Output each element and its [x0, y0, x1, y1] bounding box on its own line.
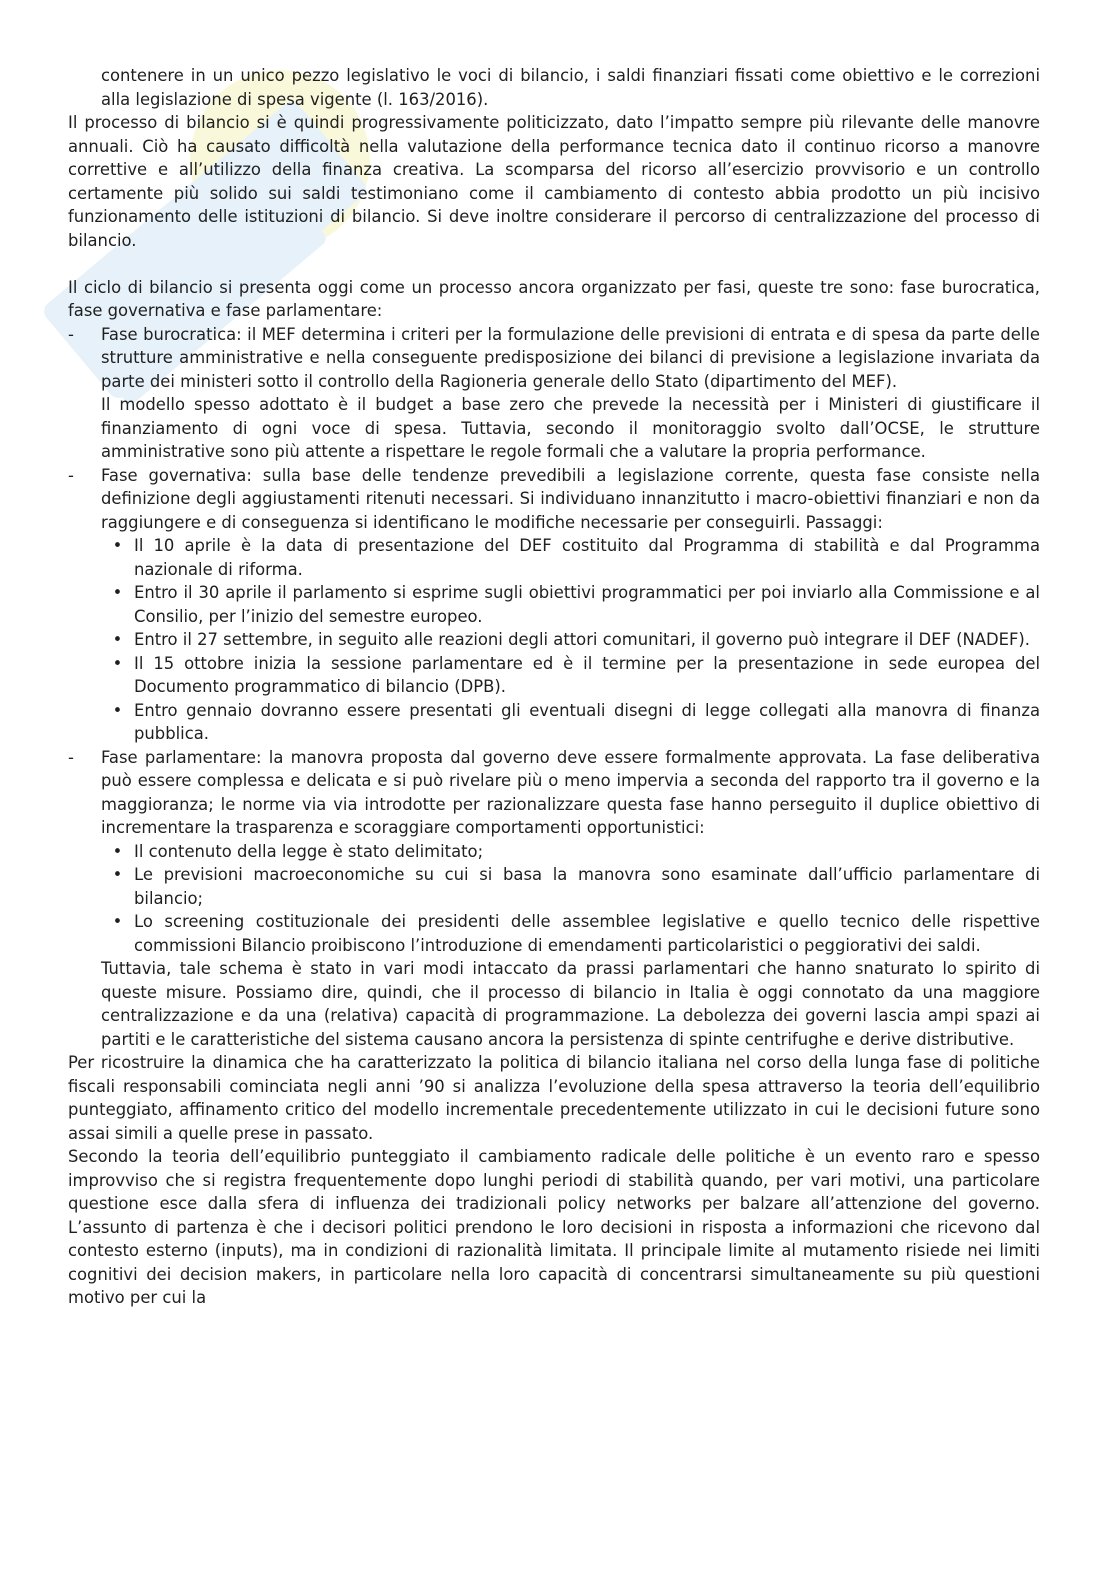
phase-bureaucratic-text: Fase burocratica: il MEF determina i criteri per la formulazione delle previsioni di entrata e di spesa da parte delle strutture amministrative e nella conseguente predisposizione dei bilanci di previsione a legislazione invariata da parte dei ministeri sotto il controllo della Ragioneria generale dello Stato (dipartimento del MEF).: [101, 324, 1040, 391]
paragraph-politicization: Il processo di bilancio si è quindi progressivamente politicizzato, dato l’impatto sempre più rilevante delle manovre annuali. Ciò ha causato difficoltà nella valutazione della performance tecnica dato il continuo ricorso a manovre correttive e all’utilizzo della finanza creativa. La scomparsa del ricorso all’esercizio provvisorio e un controllo certamente più solido sui saldi testimoniano come il cambiamento di contesto abbia prodotto un più incisivo funzionamento delle istituzioni di bilancio. Si deve inoltre considerare il percorso di centralizzazione del processo di bilancio.: [68, 113, 1040, 250]
list-item: [112, 652, 1040, 699]
list-item: [112, 699, 1040, 746]
list-item: [112, 840, 1040, 864]
list-item-text: Il 10 aprile è la data di presentazione del DEF costituito dal Programma di stabilità e dal Programma nazionale di riforma.: [134, 536, 1040, 579]
bullet-marker: •: [112, 912, 123, 931]
phase-parliamentary-text: Fase parlamentare: la manovra proposta dal governo deve essere formalmente approvata. La fase deliberativa può essere complessa e delicata e si può rivelare più o meno impervia a seconda del rapporto tra il governo e la maggioranza; le norme via via introdotte per razionalizzare questa fase hanno perseguito il duplice obiettivo di incrementare la trasparenza e scoraggiare comportamenti opportunistici:: [101, 747, 1040, 837]
phase-parliamentary-closing: Tuttavia, tale schema è stato in vari modi intaccato da prassi parlamentari che hanno snaturato lo spirito di queste misure. Possiamo dire, quindi, che il processo di bilancio in Italia è oggi connotato da una maggiore centralizzazione e da una (relativa) capacità di programmazione. La debolezza dei governi lascia ampi spazi ai partiti e le caratteristiche del sistema causano ancora la persistenza di spinte centrifughe e derive distributive.: [101, 959, 1040, 1049]
intro-continuation: contenere in un unico pezzo legislativo le voci di bilancio, i saldi finanziari fissati come obiettivo e le correzioni alla legislazione di spesa vigente (l. 163/2016).: [101, 66, 1040, 109]
list-item: [112, 863, 1040, 910]
list-item-text: Entro il 30 aprile il parlamento si esprime sugli obiettivi programmatici per poi inviarlo alla Commissione e al Consilio, per l’inizio del semestre europeo.: [134, 583, 1040, 626]
bullet-marker: •: [112, 583, 123, 602]
dash-marker: -: [68, 324, 74, 344]
list-item: [112, 910, 1040, 957]
bullet-marker: •: [112, 536, 123, 555]
list-item: [112, 581, 1040, 628]
list-item-text: Entro il 27 settembre, in seguito alle reazioni degli attori comunitari, il governo può integrare il DEF (NADEF).: [134, 630, 1030, 649]
list-item-text: Lo screening costituzionale dei presidenti delle assemblee legislative e quello tecnico delle rispettive commissioni Bilancio proibiscono l’introduzione di emendamenti particolaristici o peggiorativi dei saldi.: [134, 912, 1040, 955]
paragraph-theory: Secondo la teoria dell’equilibrio punteggiato il cambiamento radicale delle politiche è un evento raro e spesso improvviso che si registra frequentemente dopo lunghi periodi di stabilità quando, per vari motivi, una particolare questione esce dalla sfera di influenza dei tradizionali policy networks per balzare all’attenzione del governo. L’assunto di partenza è che i decisori politici prendono le loro decisioni in risposta a informazioni che ricevono dal contesto esterno (inputs), ma in condizioni di razionalità limitata. Il principale limite al mutamento risiede nei limiti cognitivi dei decision makers, in particolare nella loro capacità di concentrarsi simultaneamente su più questioni motivo per cui la: [68, 1147, 1040, 1307]
phase-governmental-text: Fase governativa: sulla base delle tendenze prevedibili a legislazione corrente, questa fase consiste nella definizione degli aggiustamenti ritenuti necessari. Si individuano innanzitutto i macro-obiettivi finanziari e non da raggiungere e di conseguenza si identificano le modifiche necessarie per conseguirli. Passaggi:: [101, 465, 1040, 532]
dash-marker: -: [68, 747, 74, 767]
bullet-marker: •: [112, 700, 123, 720]
list-item-text: Entro gennaio dovranno essere presentati gli eventuali disegni di legge collegati alla manovra di finanza pubblica.: [134, 700, 1040, 743]
phase-governmental: [68, 464, 1040, 746]
list-item: [112, 628, 1040, 652]
phase-bureaucratic: [68, 323, 1040, 464]
list-item-text: Il contenuto della legge è stato delimitato;: [134, 841, 484, 861]
paragraph-punctuated-equilibrium: Per ricostruire la dinamica che ha caratterizzato la politica di bilancio italiana nel corso della lunga fase di politiche fiscali responsabili cominciata negli anni ’90 si analizza l’evoluzione della spesa attraverso la teoria dell’equilibrio punteggiato, affinamento critico del modello incrementale precedentemente utilizzato in cui le decisioni future sono assai simili a quelle prese in passato.: [68, 1053, 1040, 1143]
phase-bureaucratic-text-2: Il modello spesso adottato è il budget a base zero che prevede la necessità per i Ministeri di giustificare il finanziamento di ogni voce di spesa. Tuttavia, secondo il monitoraggio svolto dall’OCSE, le strutture amministrative sono più attente a rispettare le regole formali che a valutare la propria performance.: [101, 395, 1040, 461]
phase-parliamentary: [68, 746, 1040, 1052]
list-item-text: Il 15 ottobre inizia la sessione parlamentare ed è il termine per la presentazione in sede europea del Documento programmatico di bilancio (DPB).: [134, 653, 1040, 696]
bullet-marker: •: [112, 841, 123, 861]
document-page: [68, 64, 1040, 1310]
bullet-marker: •: [112, 630, 123, 649]
bullet-marker: •: [112, 865, 123, 884]
list-item: [112, 534, 1040, 581]
paragraph-budget-cycle: Il ciclo di bilancio si presenta oggi come un processo ancora organizzato per fasi, queste tre sono: fase burocratica, fase governativa e fase parlamentare:: [68, 277, 1040, 320]
paragraph-spacer: [68, 252, 1040, 276]
bullet-marker: •: [112, 653, 123, 673]
dash-marker: -: [68, 465, 74, 485]
list-item-text: Le previsioni macroeconomiche su cui si basa la manovra sono esaminate dall’ufficio parlamentare di bilancio;: [134, 865, 1040, 908]
governmental-steps-list: [101, 534, 1040, 746]
parliamentary-points-list: [101, 840, 1040, 958]
